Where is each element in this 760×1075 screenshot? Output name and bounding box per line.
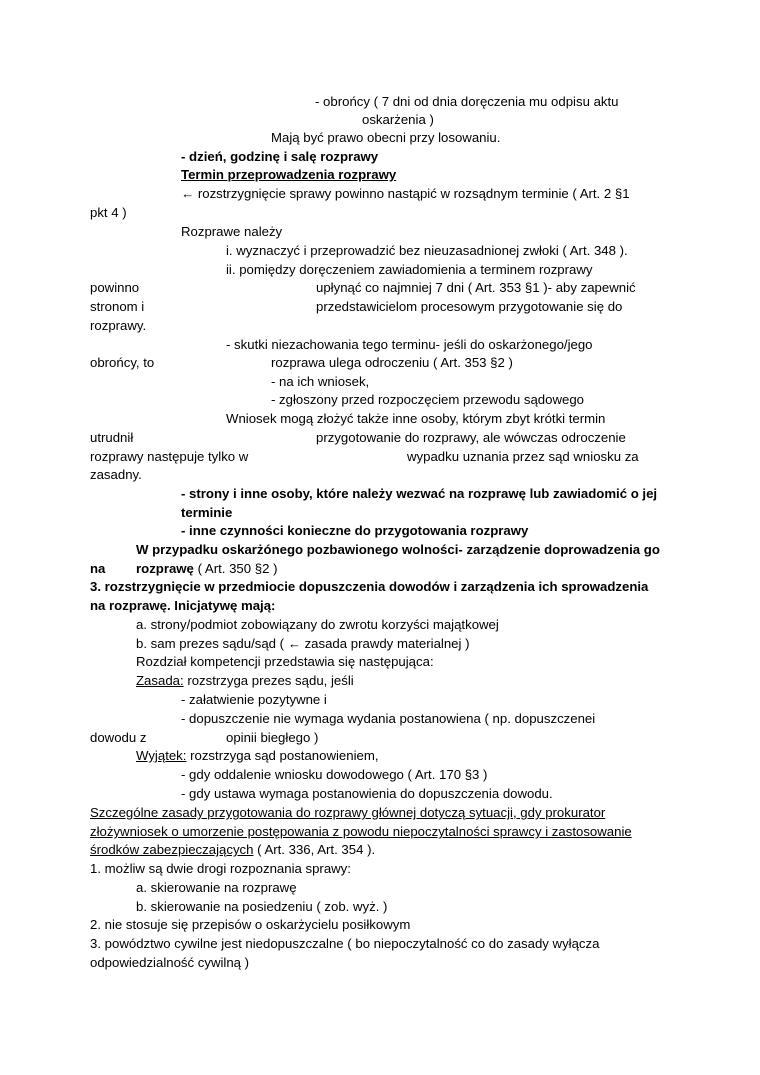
text-line: powinno — [90, 280, 140, 295]
list-item: b. skierowanie na posiedzeniu ( zob. wyż. ) — [136, 899, 388, 914]
text-line: ii. pomiędzy doręczeniem zawiadomienia a terminem rozprawy — [226, 262, 593, 277]
text-line: - załatwienie pozytywne i — [181, 692, 327, 707]
text-line: Rozprawe należy — [181, 224, 283, 239]
text-line — [136, 671, 354, 691]
text-line: zasadny. — [90, 467, 142, 482]
text-fragment: ( Art. 350 §2 ) — [193, 561, 278, 576]
list-item: 3. powództwo cywilne jest niedopuszczalne ( bo niepoczytalność co do zasady wyłącza — [90, 936, 600, 951]
text-line — [136, 559, 277, 579]
text-line: - na ich wniosek, — [271, 374, 370, 389]
text-line — [136, 746, 379, 766]
text-line: rozprawy. — [90, 318, 147, 333]
text-line — [315, 92, 670, 112]
underlined-line: złożywniosek o umorzenie postępowania z powodu niepoczytalności sprawcy i zastosowanie — [90, 824, 632, 839]
text-line: dowodu z — [90, 730, 147, 745]
heading-line: 3. rozstrzygnięcie w przedmiocie dopuszczenia dowodów i zarządzenia ich sprowadzenia — [90, 579, 649, 594]
text-line: utrudnił — [90, 430, 134, 445]
text-line: przedstawicielom procesowym przygotowanie się do — [316, 299, 623, 314]
text-fragment: ( Art. 336, Art. 354 ). — [253, 842, 376, 857]
text-line: Wniosek mogą złożyć także inne osoby, którym zbyt krótki termin — [226, 411, 606, 426]
text-fragment: rozstrzyga sąd postanowieniem, — [186, 748, 379, 763]
list-item: a. strony/podmiot zobowiązany do zwrotu korzyści majątkowej — [136, 617, 499, 632]
text-line: - gdy oddalenie wniosku dowodowego ( Art. 170 §3 ) — [181, 767, 488, 782]
underlined-fragment: środków zabezpieczających — [90, 842, 254, 857]
text-line: przygotowanie do rozprawy, ale wówczas odroczenie — [316, 430, 626, 445]
text-line: wypadku uznania przez sąd wniosku za — [407, 449, 639, 464]
text-line: na — [90, 561, 106, 576]
heading-line: - dzień, godzinę i salę rozprawy — [181, 149, 379, 164]
text-line: - gdy ustawa wymaga postanowienia do dopuszczenia dowodu. — [181, 786, 553, 801]
text-line: pkt 4 ) — [90, 205, 127, 220]
heading-line: na rozprawę. Inicjatywę mają: — [90, 598, 276, 613]
text-line: upłynąć co najmniej 7 dni ( Art. 353 §1 )- aby zapewnić — [316, 280, 636, 295]
list-item: a. skierowanie na rozprawę — [136, 880, 297, 895]
text-line: oskarżenia ) — [362, 112, 434, 127]
underlined-fragment: Zasada: — [136, 673, 184, 688]
text-line: stronom i — [90, 299, 145, 314]
text-line: ← rozstrzygnięcie sprawy powinno nastąpić w rozsądnym terminie ( Art. 2 §1 — [181, 186, 630, 201]
text-line: i. wyznaczyć i przeprowadzić bez nieuzasadnionej zwłoki ( Art. 348 ). — [226, 243, 628, 258]
text-line: odpowiedzialność cywilną ) — [90, 955, 250, 970]
list-item: 2. nie stosuje się przepisów o oskarżycielu posiłkowym — [90, 917, 411, 932]
text-line: Rozdział kompetencji przedstawia się następująca: — [136, 654, 434, 669]
heading-line: - inne czynności konieczne do przygotowania rozprawy — [181, 523, 529, 538]
list-item: 1. możliw są dwie drogi rozpoznania sprawy: — [90, 861, 351, 876]
text-line: - dopuszczenie nie wymaga wydania postanowiena ( np. dopuszczenei — [181, 711, 596, 726]
section-heading: Termin przeprowadzenia rozprawy — [181, 167, 397, 182]
underlined-fragment: Wyjątek: — [136, 748, 187, 763]
text-line: - skutki niezachowania tego terminu- jeśli do oskarżonego/jego — [226, 337, 593, 352]
heading-line: terminie — [181, 505, 233, 520]
text-line: obrońcy, to — [90, 355, 155, 370]
text-line: - zgłoszony przed rozpoczęciem przewodu sądowego — [271, 392, 584, 407]
heading-line: - strony i inne osoby, które należy wezwać na rozprawę lub zawiadomić o jej — [181, 486, 658, 501]
text-line: Mają być prawo obecni przy losowaniu. — [271, 130, 501, 145]
list-item: b. sam prezes sądu/sąd ( ← zasada prawdy materialnej ) — [136, 636, 470, 651]
heading-line: W przypadku oskarżónego pozbawionego wolności- zarządzenie doprowadzenia go — [136, 542, 660, 557]
underlined-line: Szczególne zasady przygotowania do rozprawy głównej dotyczą sytuacji, gdy prokurator — [90, 805, 606, 820]
text-line: - obrońcy ( 7 dni od dnia doręczenia mu odpisu aktu — [315, 94, 619, 109]
bold-fragment: rozprawę — [136, 561, 194, 576]
text-line: opinii biegłego ) — [226, 730, 319, 745]
text-fragment: rozstrzyga prezes sądu, jeśli — [183, 673, 354, 688]
text-line: rozprawy następuje tylko w — [90, 449, 249, 464]
text-line: rozprawa ulega odroczeniu ( Art. 353 §2 ) — [271, 355, 513, 370]
text-line — [90, 840, 375, 860]
